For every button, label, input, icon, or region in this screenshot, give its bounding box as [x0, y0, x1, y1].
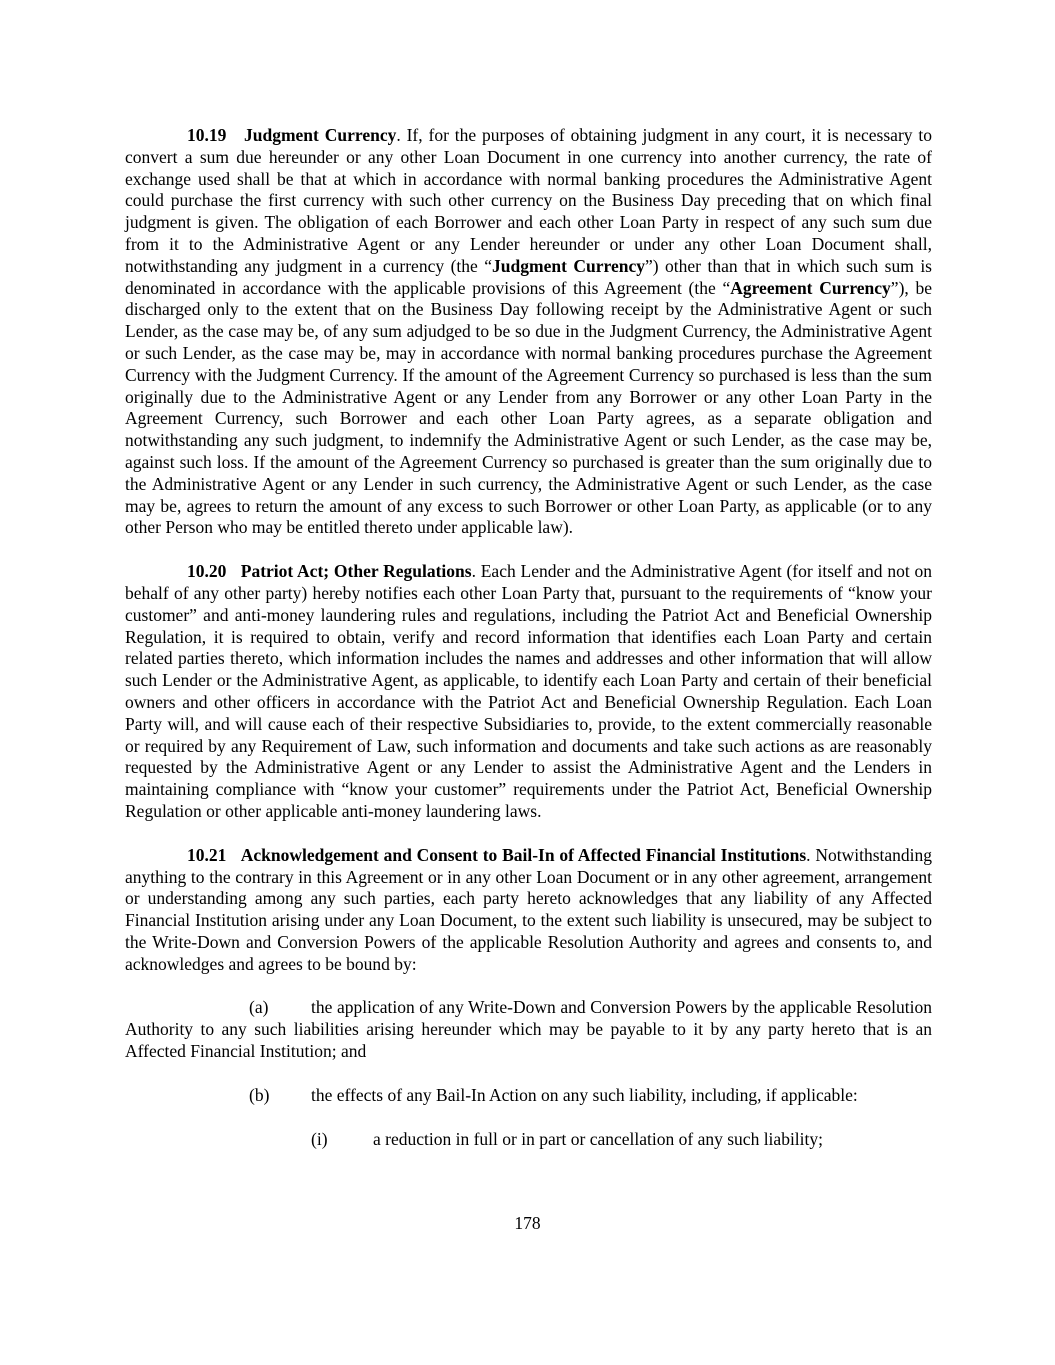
section-10-19 — [125, 125, 932, 539]
document-page — [125, 125, 932, 1150]
section-number: 10.19 — [187, 125, 227, 145]
page-number: 178 — [514, 1213, 541, 1233]
clause-text: the effects of any Bail-In Action on any such liability, including, if applicable: — [311, 1084, 858, 1105]
section-text: . Each Lender and the Administrative Agent (for itself and not on behalf of any other party) hereby notifies each other Loan Party that, pursuant to the requirements of “know your customer” and anti-money laundering rules and regulations, including the Patriot Act and Beneficial Ownership Regulation, it is required to obtain, verify and record information that identifies each Loan Party and certain related parties thereto, which information includes the names and addresses and other information that will allow such Lender or the Administrative Agent, as applicable, to identify each Loan Party and certain of their beneficial owners and other officers in accordance with the Patriot Act and Beneficial Ownership Regulation. Each Loan Party will, and will cause each of their respective Subsidiaries to, provide, to the extent commercially reasonable or required by any Requirement of Law, such information and documents and take such actions as are reasonably requested by the Administrative Agent or any Lender to assist the Administrative Agent and the Lenders in maintaining compliance with “know your customer” requirements under the Patriot Act, Beneficial Ownership Regulation or other applicable anti-money laundering laws. — [125, 561, 932, 821]
defined-term: Judgment Currency — [492, 255, 645, 276]
section-heading: Judgment Currency — [244, 125, 397, 145]
section-heading: Acknowledgement and Consent to Bail-In of Affected Financial Institutions — [240, 844, 807, 865]
section-heading: Patriot Act; Other Regulations — [240, 561, 472, 582]
clause-text: the application of any Write-Down and Conversion Powers by the applicable Resolution Authority to any such liabilities arising hereunder which may be payable to it by any party hereto that is an Affected Financial Institution; and — [125, 997, 932, 1062]
clause-text: a reduction in full or in part or cancellation of any such liability; — [373, 1128, 824, 1149]
defined-term: Agreement Currency — [730, 277, 891, 298]
section-text: ”), be discharged only to the extent that on the Business Day following receipt by the Administrative Agent or such Lender, as the case may be, of any sum adjudged to be so due in the Judgment Currency, the Administrative Agent or such Lender, as the case may be, may in accordance with normal banking procedures purchase the Agreement Currency with the Judgment Currency. If the amount of the Agreement Currency so purchased is less than the sum originally due to the Administrative Agent or any Lender from any Borrower or any other Loan Party in the Agreement Currency, such Borrower and each other Loan Party agrees, as a separate obligation and notwithstanding any such judgment, to indemnify the Administrative Agent or such Lender, as the case may be, against such loss. If the amount of the Agreement Currency so purchased is greater than the sum originally due to the Administrative Agent or any Lender in such currency, the Administrative Agent or such Lender, as the case may be, agrees to return the amount of any excess to such Borrower or other Loan Party, as applicable (or to any other Person who may be entitled thereto under applicable law). — [125, 277, 932, 538]
clause-i — [311, 1129, 932, 1151]
clause-label: (b) — [249, 1084, 270, 1105]
clause-label: (i) — [311, 1128, 328, 1149]
section-text: ”) other than that in which such sum is denominated in accordance with the applicable provisions of this Agreement (the “ — [125, 255, 932, 298]
section-number: 10.21 — [187, 844, 227, 865]
section-text: . Notwithstanding anything to the contrary in this Agreement or in any other Loan Document or in any other agreement, arrangement or understanding among any such parties, each party hereto acknowledges that any liability of any Affected Financial Institution arising under any Loan Document, to the extent such liability is unsecured, may be subject to the Write-Down and Conversion Powers of the applicable Resolution Authority and agrees and consents to, and acknowledges and agrees to be bound by: — [125, 844, 932, 974]
clause-a — [125, 997, 932, 1062]
section-number: 10.20 — [187, 561, 227, 582]
section-text: . If, for the purposes of obtaining judgment in any court, it is necessary to convert a sum due hereunder or any other Loan Document in one currency into another currency, the rate of exchange used shall be that at which in accordance with normal banking procedures the Administrative Agent could purchase the first currency with such other currency on the Business Day preceding that on which final judgment is given. The obligation of each Borrower and each other Loan Party in respect of any such sum due from it to the Administrative Agent or any Lender hereunder or under any other Loan Document shall, notwithstanding any judgment in a currency (the “ — [125, 125, 933, 276]
section-10-21 — [125, 845, 932, 976]
section-10-20 — [125, 561, 932, 823]
clause-b — [249, 1085, 932, 1107]
clause-label: (a) — [249, 997, 269, 1018]
